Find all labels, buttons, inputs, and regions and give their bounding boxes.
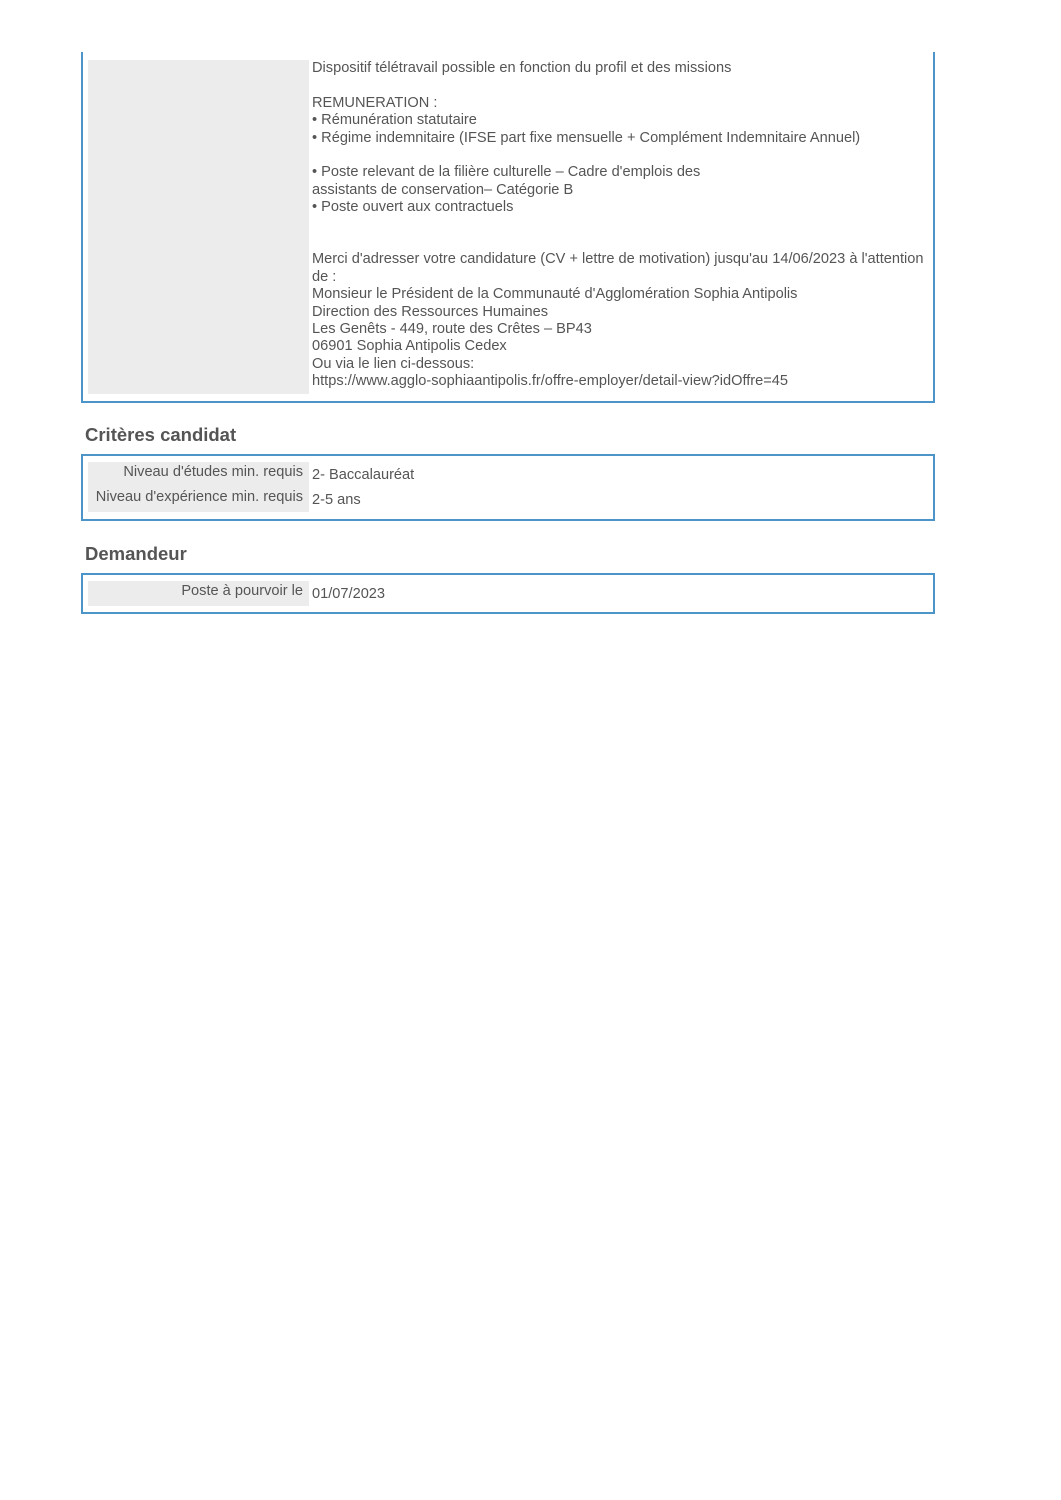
remuneration-paragraph: [312, 95, 927, 147]
telework-paragraph: [312, 60, 927, 77]
candidate-criteria-box: [81, 454, 935, 521]
offer-details-box: [81, 52, 935, 403]
application-department: Direction des Ressources Humaines: [312, 303, 549, 320]
education-level-value: 2- Baccalauréat: [312, 467, 415, 483]
offer-details-text: [312, 60, 927, 391]
post-info-line: • Poste ouvert aux contractuels: [312, 199, 514, 216]
start-date-label: Poste à pourvoir le: [88, 581, 309, 606]
requester-row-start-date: [88, 581, 927, 606]
remuneration-heading: REMUNERATION :: [312, 94, 438, 111]
requester-title: Demandeur: [85, 543, 187, 564]
start-date-value: 01/07/2023: [312, 586, 386, 602]
telework-line: Dispositif télétravail possible en fonction du profil et des missions: [312, 60, 732, 76]
post-info-line: • Poste relevant de la filière culturelle – Cadre d'emplois des: [312, 164, 701, 181]
remuneration-item: • Rémunération statutaire: [312, 112, 477, 129]
offer-details-label-cell: [88, 60, 309, 394]
requester-box: [81, 573, 935, 614]
application-postcode: 06901 Sophia Antipolis Cedex: [312, 338, 507, 355]
application-link[interactable]: https://www.agglo-sophiaantipolis.fr/offre-employer/detail-view?idOffre=45: [312, 373, 789, 390]
application-address: Les Genêts - 449, route des Crêtes – BP43: [312, 321, 592, 338]
experience-level-value: 2-5 ans: [312, 492, 361, 508]
experience-level-label: Niveau d'expérience min. requis: [88, 487, 309, 512]
application-link-intro: Ou via le lien ci-dessous:: [312, 355, 475, 372]
candidate-criteria-title: Critères candidat: [85, 424, 237, 445]
application-recipient: Monsieur le Président de la Communauté d'Agglomération Sophia Antipolis: [312, 286, 798, 303]
criteria-row-experience: [88, 487, 927, 512]
application-paragraph: [312, 251, 927, 390]
post-info-paragraph: [312, 164, 927, 216]
remuneration-item: • Régime indemnitaire (IFSE part fixe mensuelle + Complément Indemnitaire Annuel): [312, 129, 861, 146]
application-instructions: Merci d'adresser votre candidature (CV + lettre de motivation) jusqu'au 14/06/2023 à l'attention de :: [312, 251, 924, 285]
education-level-label: Niveau d'études min. requis: [88, 462, 309, 487]
criteria-row-education: [88, 462, 927, 487]
post-info-line: assistants de conservation– Catégorie B: [312, 181, 574, 198]
